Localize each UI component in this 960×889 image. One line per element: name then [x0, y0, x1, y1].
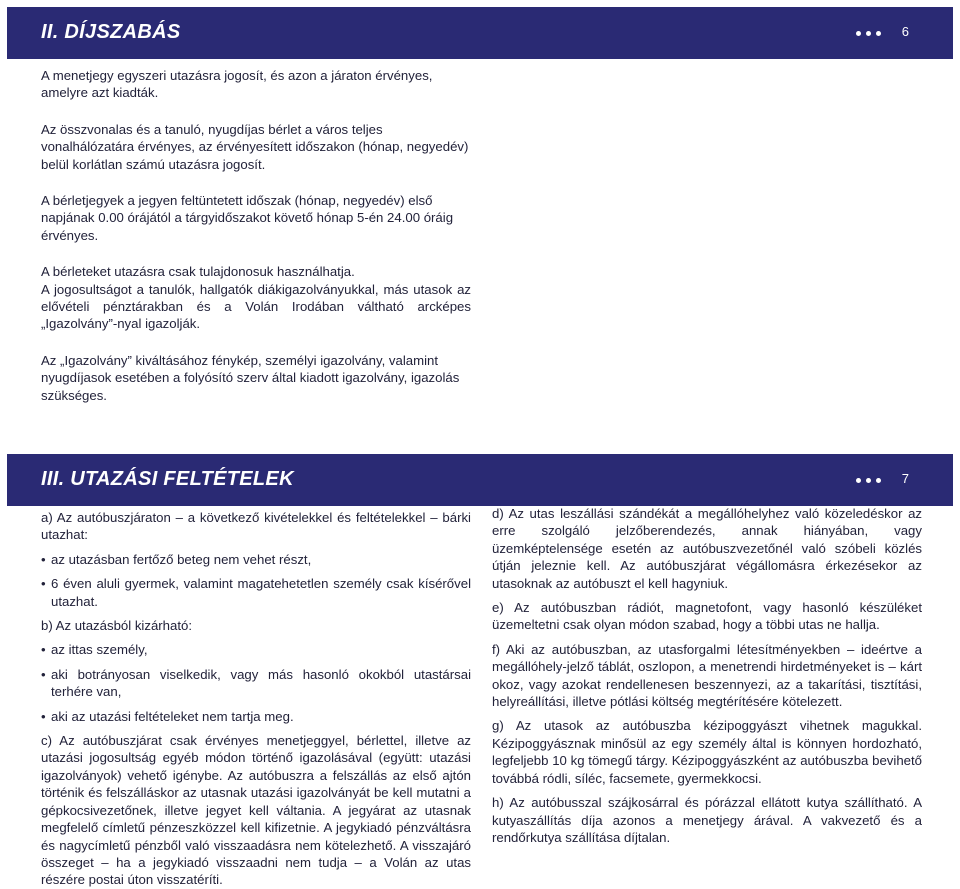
left-column [41, 509, 471, 889]
dijszabas-text [41, 67, 471, 423]
clause-g: g) Az utasok az autóbuszba kézipoggyászt vihetnek magukkal. Kézipoggyásznak minősül az egy személy által is könnyen hordozható, legfeljebb 10 kg tömegű tárgy. Kézipoggyászként az autóbuszba bevihető továbbá ródli, síléc, facsemete, gyermekkocsi. [492, 718, 922, 786]
clause-d: d) Az utas leszállási szándékát a megállóhelyhez való közeledéskor az erre szolgáló jelzőberendezés, annak hiányában, vagy üzemképtelensége esetén az autóbuszvezetőnél való szóbeli közlés útján jeleznie kell. Az autóbuszjárat végállomásra érkezésekor az utasoknak az autóbuszt el kell hagyniuk. [492, 506, 922, 591]
list-item: • az ittas személy, [41, 641, 471, 658]
paragraph: A menetjegy egyszeri utazásra jogosít, és azon a járaton érvényes, amelyre azt kiadták. [41, 68, 433, 101]
clause-h: h) Az autóbusszal szájkosárral és pórázzal ellátott kutya szállítható. A kutyaszállítás díja azonos a menetjegy árával. A vakvezető és a rendőrkutya szállítása díjtalan. [492, 795, 922, 845]
section-title: III. UTAZÁSI FELTÉTELEK [41, 468, 294, 490]
dots-ornament [856, 478, 881, 483]
paragraph: Az összvonalas és a tanuló, nyugdíjas bérlet a város teljes vonalhálózatára érvényes, az érvényesített időszakon (hónap, negyedév) belül korlátlan számú utazásra jogosít. [41, 121, 469, 172]
section-header-dijszabas [7, 7, 953, 59]
list-item: • 6 éven aluli gyermek, valamint magatehetetlen személy csak kísérővel utazhat. [41, 575, 471, 610]
list-item: • aki botrányosan viselkedik, vagy más hasonló okokból utastársai terhére van, [41, 666, 471, 701]
clause-b-intro: b) Az utazásból kizárható: [41, 618, 193, 634]
section-title: II. DÍJSZABÁS [41, 21, 181, 43]
section-header-utazasi-feltetelek [7, 454, 953, 506]
list-item: • aki az utazási feltételeket nem tartja meg. [41, 708, 471, 725]
paragraph: A jogosultságot a tanulók, hallgatók diákigazolványukkal, más utasok az elővételi pénztárakban és a Volán Irodában váltható arcképes „Igazolvány”-nyal igazolják. [41, 281, 471, 332]
clause-a-intro: a) Az autóbuszjáraton – a következő kivételekkel és feltételekkel – bárki utazhat: [41, 510, 471, 543]
page-number: 6 [901, 24, 909, 39]
clause-f: f) Aki az autóbuszban, az utasforgalmi létesítményekben – ideértve a megállóhely-jelző táblát, oszlopon, a menetrendi hirdetményeket is – kárt okoz, vagy azokat rendellenesen beszennyezi, az a takarítási, tisztítási, helyreállítási, illetve pótlási költség megtérítésére kötelezett. [492, 641, 922, 710]
page-number: 7 [901, 471, 909, 486]
clause-c: c) Az autóbuszjárat csak érvényes menetjeggyel, bérlettel, illetve az utazási jogosultság egyéb módon történő igazolásával (együtt: utazási igazolványok) vehető igénybe. Az autóbuszra a felszállás az első ajtón történik és felszálláskor az utasnak utazási igazolványát be kell mutatni a gépkocsivezetőnek, illetve jegyet kell váltania. A jegyárat az utasnak megfelelő címletű pénzeszközzel kell kifizetnie. A jegykiadó pénzváltásra és nagycímletű pénzből való visszaadásra nem kötelezhető. A visszajáró összeget – ha a jegykiadó visszaadni nem tudja – a Volán az utas részére postai úton visszatéríti. [41, 733, 471, 888]
dots-ornament [856, 31, 881, 36]
clause-e: e) Az autóbuszban rádiót, magnetofont, vagy hasonló készüléket üzemeltetni csak olyan módon szabad, hogy a többi utas ne hallja. [492, 600, 922, 633]
paragraph: A bérleteket utazásra csak tulajdonosuk használhatja. [41, 264, 355, 280]
paragraph: A bérletjegyek a jegyen feltüntetett időszak (hónap, negyedév) első napjának 0.00 órájától a tárgyidőszakot követő hónap 5-én 24.00 óráig érvényes. [41, 193, 454, 243]
list-item: • az utazásban fertőző beteg nem vehet részt, [41, 551, 471, 568]
right-column [492, 505, 922, 846]
paragraph: Az „Igazolvány” kiváltásához fénykép, személyi igazolvány, valamint nyugdíjasok esetében a folyósító szerv által kiadott igazolvány, igazolás szükséges. [41, 352, 460, 403]
